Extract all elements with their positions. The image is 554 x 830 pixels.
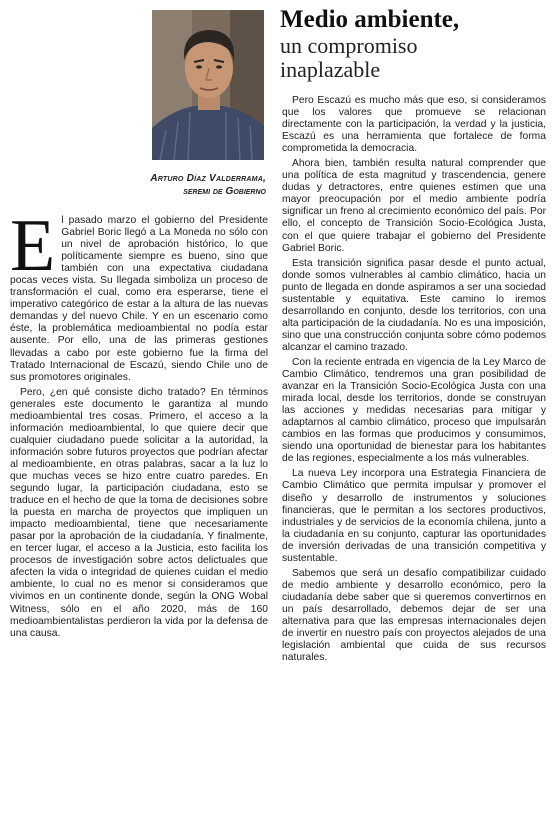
headline-subtitle-line-1: un compromiso [280, 33, 418, 58]
article-headline [280, 6, 550, 82]
author-photo [152, 10, 264, 160]
headline-subtitle-line-2: inaplazable [280, 57, 381, 82]
headline-title: Medio ambiente, [280, 6, 460, 33]
article-paragraph: Ahora bien, también resulta natural comprender que una política de esta magnitud y trascendencia, genere dudas y detractores, entre quienes estimen que una mayor preocupación por el medio ambiente podría significar un freno al crecimiento económico del país. Por ello, el concepto de Transición Socio-Ecológica Justa, con el que quiere trabajar el gobierno del Presidente Gabriel Boric. [282, 158, 546, 254]
article-column-right [282, 95, 546, 667]
author-byline [120, 172, 266, 198]
author-portrait-image [152, 10, 264, 160]
article-paragraph: Sabemos que será un desafío compatibilizar cuidado de medio ambiente y desarrollo económico, pero la ciudadanía debe saber que si queremos convertirnos en un país desarrollado, debemos dejar de ser una alternativa para que las empresas internacionales dejen de invertir en nuestro país con proyectos alejados de una legislación ambiental que cuida de sus recursos naturales. [282, 567, 546, 664]
paragraph-text: l pasado marzo el gobierno del Presidente Gabriel Boric llegó a La Moneda no sólo con un nivel de aprobación histórico, lo que políticamente siempre es bueno, sino que también con una expectativa ciudadana pocas veces vista. Su llegada simboliza un proceso de transformación el cual, como era esperarse, tiene el imperativo categórico de estar a la altura de las nuevas demandas y del nuevo Chile. Y en un escenario como éste, la problemática medioambiental no podía estar ausente. Por ello, una de las primeras gestiones llevadas a cabo por este gobierno fue la firma del Tratado Internacional de Escazú, siendo Chile uno de sus promotores originales. [10, 215, 268, 383]
author-role: seremi de Gobierno [183, 186, 266, 197]
article-paragraph [10, 205, 268, 384]
article-paragraph: Pero, ¿en qué consiste dicho tratado? En términos generales este documento le garantiza al mundo medioambiental tres cosas. Primero, el acceso a la información medioambiental, lo que quiere decir que cualquier ciudadano puede solicitar a la autoridad, la información sobre futuros proyectos que podrían afectar al medioambiente, en otras palabras, sacar a la luz lo que muchas veces se hizo entre cuatro paredes. En segundo lugar, la participación ciudadana, esto se traduce en el hecho de que la toma de decisiones sobre la puesta en marcha de proyectos que impliquen un impacto medioambiental, tiene que necesariamente pasar por la aprobación de la ciudadanía. Y finalmente, en tercer lugar, el acceso a la Justicia, esto facilita los procesos de investigación sobre actos delictuales que afecten la vida o integridad de quienes cuidan el medio ambiente, lo cual no es menor si consideramos que vivimos en un continente donde, según la ONG Wobal Witness, sólo en el año 2020, más de 160 medioambientalistas perdieron la vida por la defensa de una causa. [10, 386, 268, 639]
article-paragraph: Con la reciente entrada en vigencia de la Ley Marco de Cambio Climático, tendremos una gran posibilidad de avanzar en la Transición Socio-Ecológica Justa con una mirada local, desde los territorios, donde se construyan las acciones y medidas necesarias para mitigar y adaptarnos al cambio climático, proceso que impulsarán cambios en las formas que producimos y consumimos, siendo una oportunidad de bienestar para los habitantes de las regiones, especialmente a los más vulnerables. [282, 356, 546, 465]
article-paragraph: Esta transición significa pasar desde el punto actual, donde somos vulnerables al cambio climático, hacia un punto de llegada en donde aspiramos a ser una sociedad sustentable y equitativa. Este camino lo iremos desarrollando en conjunto, desde los territorios, con una alta participación de la ciudadanía. No es una imposición, sino que una construcción conjunta sobre cómo podemos alcanzar el camino trazado. [282, 257, 546, 353]
drop-cap: E [10, 205, 56, 287]
article-paragraph: Pero Escazú es mucho más que eso, si consideramos que los valores que promueve se relacionan directamente con la participación, la verdad y la justicia, Escazú es una herramienta que fortalece de forma comprometida la democracia. [282, 95, 546, 155]
article-column-left [10, 205, 268, 643]
article-paragraph: La nueva Ley incorpora una Estrategia Financiera de Cambio Climático que permita impulsar y promover el diseño y desarrollo de instrumentos y soluciones financieras, que le permitan a los sectores productivos, industriales y de servicios de la economía chilena, junto a la ciudadanía en su conjunto, capturar las oportunidades de inversión derivadas de una transición competitiva y sustentable. [282, 468, 546, 564]
author-name: Arturo Díaz Valderrama, [150, 173, 266, 184]
